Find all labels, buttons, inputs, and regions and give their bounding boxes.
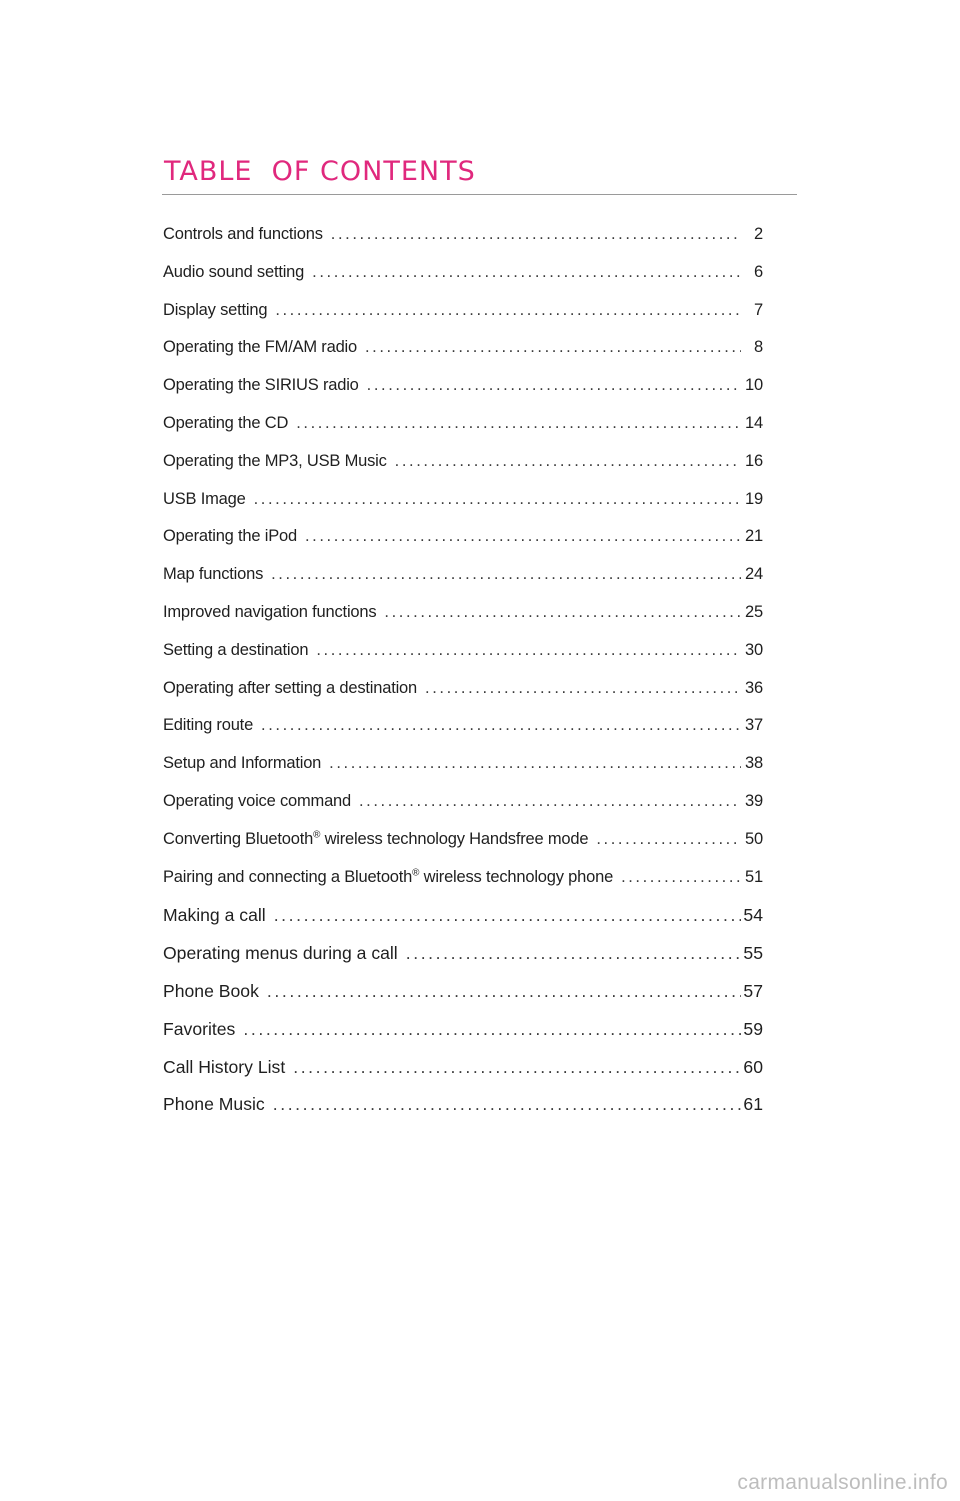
toc-entry[interactable] bbox=[163, 263, 763, 301]
dot-leader bbox=[254, 490, 741, 509]
toc-entry[interactable] bbox=[163, 490, 763, 528]
toc-entry[interactable] bbox=[163, 905, 763, 943]
dot-leader bbox=[293, 1057, 741, 1078]
toc-entry[interactable] bbox=[163, 565, 763, 603]
dot-leader bbox=[271, 565, 741, 584]
toc-entry[interactable] bbox=[163, 943, 763, 981]
toc-entry-page-number: 7 bbox=[754, 300, 763, 319]
toc-entry-label: Operating menus during a call bbox=[163, 943, 398, 964]
dot-leader bbox=[316, 641, 741, 660]
toc-entry-page-number: 21 bbox=[745, 527, 763, 546]
toc-entry-page-number: 51 bbox=[745, 867, 763, 886]
toc-entry[interactable] bbox=[163, 792, 763, 830]
toc-entry-page-number: 50 bbox=[745, 829, 763, 848]
toc-entry-label: Editing route bbox=[163, 716, 254, 735]
toc-entry-label: Making a call bbox=[163, 905, 266, 926]
toc-entry-page-number: 36 bbox=[745, 678, 763, 697]
toc-entry[interactable] bbox=[163, 225, 763, 263]
dot-leader bbox=[296, 414, 741, 433]
toc-entry-label: Map functions bbox=[163, 565, 264, 584]
toc-entry[interactable] bbox=[163, 338, 763, 376]
dot-leader bbox=[261, 716, 741, 735]
dot-leader bbox=[425, 679, 741, 698]
toc-entry[interactable] bbox=[163, 376, 763, 414]
toc-entry-label: Operating voice command bbox=[163, 791, 351, 810]
dot-leader bbox=[274, 905, 741, 926]
toc-entry-page-number: 2 bbox=[754, 225, 763, 243]
dot-leader bbox=[331, 225, 741, 244]
toc-entry[interactable] bbox=[163, 641, 763, 679]
toc-entry[interactable] bbox=[163, 981, 763, 1019]
toc-entry-page-number: 10 bbox=[745, 376, 763, 395]
toc-entry-label: Setup and Information bbox=[163, 754, 322, 773]
toc-entry-page-number: 14 bbox=[745, 413, 763, 432]
toc-entry-page-number: 19 bbox=[745, 489, 763, 508]
toc-entry-label: Call History List bbox=[163, 1056, 286, 1077]
toc-entry[interactable] bbox=[163, 603, 763, 641]
toc-entry-label: Pairing and connecting a Bluetooth® wireless technology phone bbox=[163, 867, 614, 886]
toc-entry-label: Operating the CD bbox=[163, 413, 289, 432]
toc-entry-label: Controls and functions bbox=[163, 225, 323, 243]
dot-leader bbox=[359, 792, 741, 811]
toc-entry-page-number: 30 bbox=[745, 640, 763, 659]
toc-entry-label: Setting a destination bbox=[163, 640, 309, 659]
toc-entry-label: Operating after setting a destination bbox=[163, 678, 418, 697]
toc-entry[interactable] bbox=[163, 301, 763, 339]
toc-entry-page-number: 16 bbox=[745, 451, 763, 470]
toc-entry-page-number: 25 bbox=[745, 602, 763, 621]
dot-leader bbox=[384, 603, 741, 622]
toc-entry[interactable] bbox=[163, 868, 763, 906]
toc-entry-page-number: 6 bbox=[754, 262, 763, 281]
toc-entry-label: Favorites bbox=[163, 1018, 236, 1039]
dot-leader bbox=[329, 754, 741, 773]
toc-entry-page-number: 55 bbox=[743, 943, 763, 964]
toc-entry[interactable] bbox=[163, 830, 763, 868]
toc-entry-label: Operating the MP3, USB Music bbox=[163, 451, 387, 470]
title-divider bbox=[162, 194, 797, 195]
dot-leader bbox=[406, 943, 741, 964]
toc-entry[interactable] bbox=[163, 1019, 763, 1057]
toc-entry-label: Operating the iPod bbox=[163, 527, 297, 546]
toc-entry-label: Audio sound setting bbox=[163, 262, 305, 281]
dot-leader bbox=[596, 830, 741, 849]
toc-entry-page-number: 57 bbox=[743, 980, 763, 1001]
toc-entry[interactable] bbox=[163, 754, 763, 792]
dot-leader bbox=[267, 981, 741, 1002]
toc-entry-page-number: 54 bbox=[743, 905, 763, 926]
toc-entry[interactable] bbox=[163, 716, 763, 754]
toc-entry-page-number: 38 bbox=[745, 754, 763, 773]
dot-leader bbox=[367, 376, 741, 395]
dot-leader bbox=[395, 452, 741, 471]
toc-entry-label: Display setting bbox=[163, 300, 268, 319]
dot-leader bbox=[275, 301, 741, 320]
toc-entry-label: USB Image bbox=[163, 489, 246, 508]
toc-entry-label: Converting Bluetooth® wireless technology Handsfree mode bbox=[163, 829, 589, 848]
dot-leader bbox=[273, 1094, 741, 1115]
toc-list bbox=[163, 225, 763, 1132]
toc-entry[interactable] bbox=[163, 679, 763, 717]
toc-entry-page-number: 24 bbox=[745, 565, 763, 584]
toc-entry-label: Improved navigation functions bbox=[163, 602, 377, 621]
toc-entry-label: Operating the FM/AM radio bbox=[163, 338, 357, 357]
dot-leader bbox=[621, 868, 741, 887]
toc-entry-page-number: 60 bbox=[743, 1056, 763, 1077]
toc-entry-label: Phone Book bbox=[163, 980, 259, 1001]
toc-entry-page-number: 61 bbox=[743, 1094, 763, 1115]
page-title: TABLE OF CONTENTS bbox=[164, 156, 476, 187]
toc-entry[interactable] bbox=[163, 1057, 763, 1095]
toc-entry-label: Operating the SIRIUS radio bbox=[163, 376, 359, 395]
dot-leader bbox=[312, 263, 741, 282]
dot-leader bbox=[243, 1019, 741, 1040]
toc-entry-label: Phone Music bbox=[163, 1094, 265, 1115]
toc-entry-page-number: 59 bbox=[743, 1018, 763, 1039]
dot-leader bbox=[365, 338, 741, 357]
toc-entry[interactable] bbox=[163, 527, 763, 565]
dot-leader bbox=[305, 527, 741, 546]
toc-entry-page-number: 8 bbox=[754, 338, 763, 357]
toc-entry[interactable] bbox=[163, 414, 763, 452]
toc-entry-page-number: 37 bbox=[745, 716, 763, 735]
toc-entry-page-number: 39 bbox=[745, 791, 763, 810]
toc-entry[interactable] bbox=[163, 452, 763, 490]
watermark: carmanualsonline.info bbox=[737, 1471, 948, 1494]
toc-entry[interactable] bbox=[163, 1094, 763, 1132]
